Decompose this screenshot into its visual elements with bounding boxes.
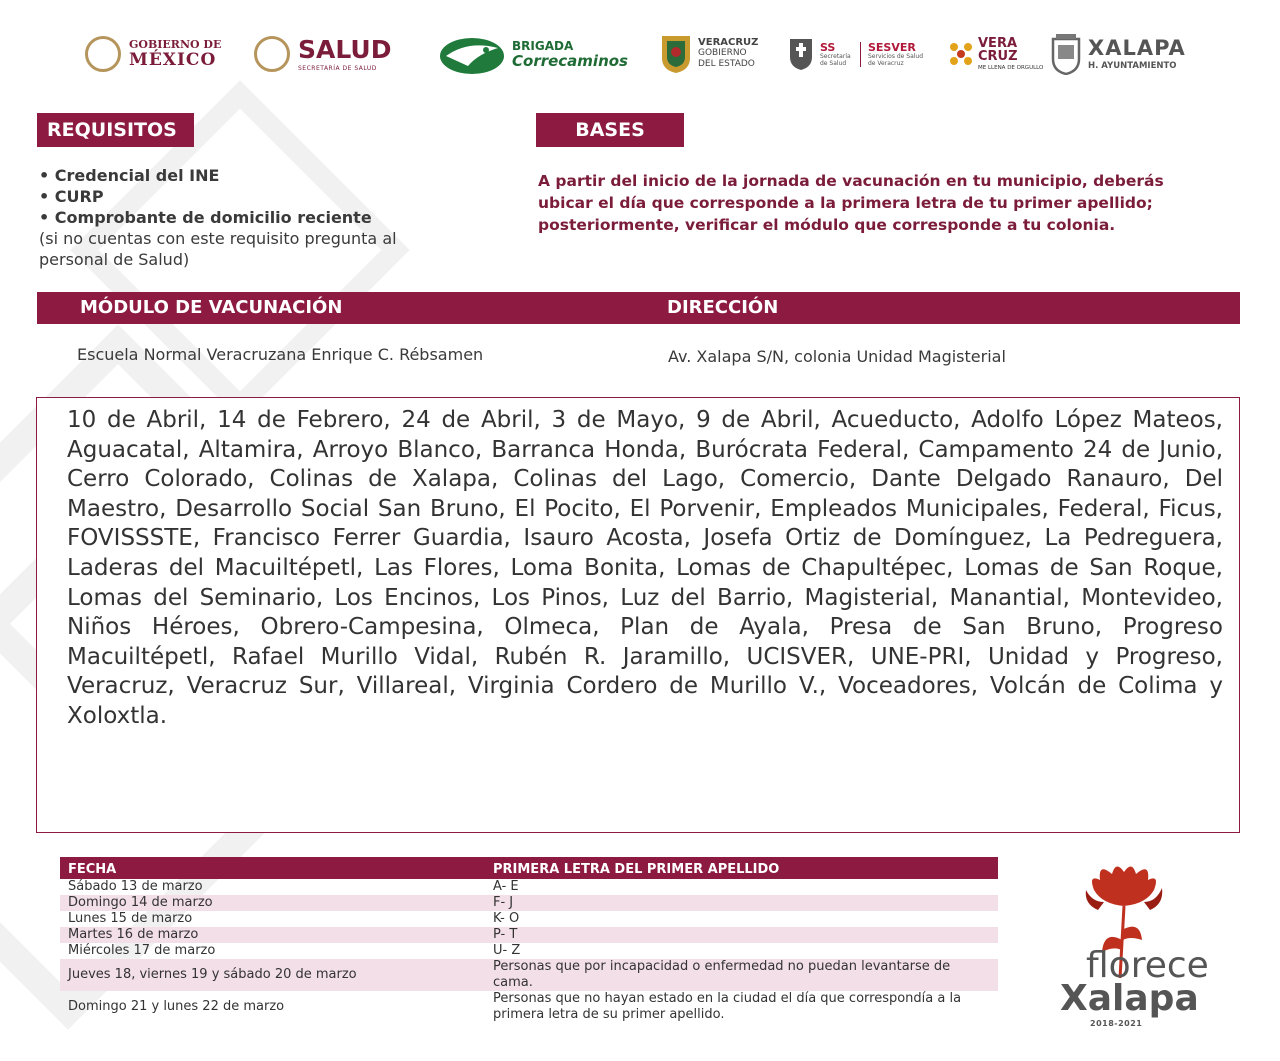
veracruz-line3: DEL ESTADO bbox=[698, 59, 755, 69]
veracruz-line1: VERACRUZ bbox=[698, 37, 759, 48]
gobierno-line1: GOBIERNO DE bbox=[129, 38, 222, 51]
orgullo-line2: CRUZ bbox=[978, 49, 1018, 64]
schedule-letters: Personas que no hayan estado en la ciudad el día que correspondía a la primera letra de su primer apellido. bbox=[493, 991, 962, 1022]
salud-logo bbox=[254, 28, 391, 80]
xalapa-logo bbox=[1050, 28, 1186, 80]
sesver-logo bbox=[788, 28, 924, 80]
veracruz-line2: GOBIERNO bbox=[698, 48, 747, 58]
schedule-letters: F- J bbox=[485, 895, 998, 911]
orgullo-tag: ME LLENA DE ORGULLO bbox=[978, 65, 1044, 71]
xalapa-shield-icon bbox=[1050, 33, 1082, 75]
table-row bbox=[60, 879, 998, 895]
florece-xalapa-logo bbox=[1058, 860, 1238, 1030]
orgullo-line1: VERA bbox=[978, 36, 1018, 51]
sesver-title: SESVER bbox=[868, 40, 916, 54]
requisitos-list bbox=[39, 165, 509, 270]
table-row bbox=[60, 991, 998, 1023]
modulo-header bbox=[37, 292, 1240, 324]
requisito-item: • Credencial del INE bbox=[39, 166, 220, 185]
schedule-letters: A- E bbox=[493, 879, 519, 894]
ss-title: SS bbox=[820, 40, 836, 54]
floral-pattern-icon bbox=[948, 41, 974, 67]
eagle-seal-icon bbox=[254, 36, 290, 72]
schedule-letters: P- T bbox=[485, 927, 998, 943]
veracruz-gobierno-logo bbox=[660, 28, 758, 80]
modulo-header-label: MÓDULO DE VACUNACIÓN bbox=[80, 297, 343, 318]
modulo-address: Av. Xalapa S/N, colonia Unidad Magisterial bbox=[668, 347, 1006, 366]
florece-years: 2018-2021 bbox=[1090, 1019, 1143, 1028]
colonias-box bbox=[36, 397, 1240, 833]
roadrunner-icon bbox=[438, 32, 506, 76]
schedule-date: Miércoles 17 de marzo bbox=[68, 943, 216, 958]
colonias-list: 10 de Abril, 14 de Febrero, 24 de Abril, 3 de Mayo, 9 de Abril, Acueducto, Adolfo López Mateos, Aguacatal, Altamira, Arroyo Blanco, Barranca Honda, Burócrata Federal, Campamento 24 de Junio, Cerro Colorado, Colinas de Xalapa, Colinas del Lago, Comercio, Dante Delgado Ranauro, Del Maestro, Desarrollo Social San Bruno, El Pocito, El Porvenir, Empleados Municipales, Federal, Ficus, FOVISSSTE, Francisco Ferrer Guardia, Isauro Acosta, Josefa Ortiz de Domínguez, La Pedreguera, Laderas del Macuiltépetl, Las Flores, Loma Bonita, Lomas de Chapultépec, Lomas de San Roque, Lomas del Seminario, Los Encinos, Los Pinos, Luz del Barrio, Magisterial, Manantial, Montevideo, Niños Héroes, Obrero-Campesina, Olmeca, Plan de Ayala, Presa de San Bruno, Progreso Macuiltépetl, Rafael Murillo Vidal, Rubén R. Jaramillo, UCISVER, UNE-PRI, Unidad y Progreso, Veracruz, Veracruz Sur, Villareal, Virginia Cordero de Murillo V., Voceadores, Volcán de Colima y Xoloxtla. bbox=[67, 407, 1223, 729]
schedule-date: Martes 16 de marzo bbox=[60, 927, 485, 943]
direccion-header-label: DIRECCIÓN bbox=[667, 297, 779, 318]
schedule-date: Domingo 14 de marzo bbox=[60, 895, 485, 911]
eagle-seal-icon bbox=[85, 36, 121, 72]
logo-bar bbox=[80, 28, 1190, 80]
gobierno-line2: MÉXICO bbox=[129, 50, 217, 70]
sesver-sub: Servicios de Salud de Veracruz bbox=[868, 52, 924, 67]
schedule-letters: K- O bbox=[493, 911, 520, 926]
xalapa-title: XALAPA bbox=[1088, 35, 1186, 60]
bases-title: BASES bbox=[536, 113, 684, 147]
schedule-letters: Personas que por incapacidad o enfermedad no puedan levantarse de cama. bbox=[485, 959, 998, 991]
salud-title: SALUD bbox=[298, 34, 392, 64]
schedule-letters: U- Z bbox=[493, 943, 521, 958]
schedule-header-letters: PRIMERA LETRA DEL PRIMER APELLIDO bbox=[485, 857, 998, 879]
brigada-line2: Correcaminos bbox=[512, 51, 628, 70]
florece-word: florece bbox=[1086, 945, 1209, 986]
schedule-date: Lunes 15 de marzo bbox=[68, 911, 193, 926]
schedule-date: Jueves 18, viernes 19 y sábado 20 de marzo bbox=[60, 959, 485, 991]
table-row bbox=[60, 911, 998, 927]
table-row bbox=[60, 895, 998, 911]
schedule-date: Domingo 21 y lunes 22 de marzo bbox=[68, 999, 285, 1014]
veracruz-shield-icon bbox=[660, 34, 692, 74]
requisitos-title: REQUISITOS bbox=[37, 113, 194, 147]
requisito-item: • Comprobante de domicilio reciente bbox=[39, 208, 372, 227]
ss-sub: Secretaría de Salud bbox=[820, 52, 851, 67]
table-row bbox=[60, 927, 998, 943]
schedule-table bbox=[60, 857, 998, 1023]
requisito-item: • CURP bbox=[39, 187, 104, 206]
salud-sub: SECRETARÍA DE SALUD bbox=[298, 64, 377, 72]
brigada-logo bbox=[438, 28, 628, 80]
modulo-name: Escuela Normal Veracruzana Enrique C. Rébsamen bbox=[77, 345, 484, 364]
table-row bbox=[60, 959, 998, 991]
schedule-date: Sábado 13 de marzo bbox=[68, 879, 203, 894]
xalapa-sub: H. AYUNTAMIENTO bbox=[1088, 60, 1177, 71]
requisito-note: (si no cuentas con este requisito pregunta al personal de Salud) bbox=[39, 229, 397, 269]
brigada-line1: BRIGADA bbox=[512, 38, 574, 53]
bases-text: A partir del inicio de la jornada de vacunación en tu municipio, deberás ubicar el día que corresponde a la primera letra de tu primer apellido; posteriormente, verificar el módulo que corresponde a tu colonia. bbox=[538, 172, 1164, 234]
schedule-header-date: FECHA bbox=[60, 857, 485, 879]
veracruz-orgullo-logo bbox=[948, 28, 1043, 80]
xalapa-word: Xalapa bbox=[1060, 978, 1199, 1019]
sesver-shield-icon bbox=[788, 37, 814, 71]
schedule-header-row bbox=[60, 857, 998, 879]
gobierno-mexico-logo bbox=[85, 28, 221, 80]
table-row bbox=[60, 943, 998, 959]
